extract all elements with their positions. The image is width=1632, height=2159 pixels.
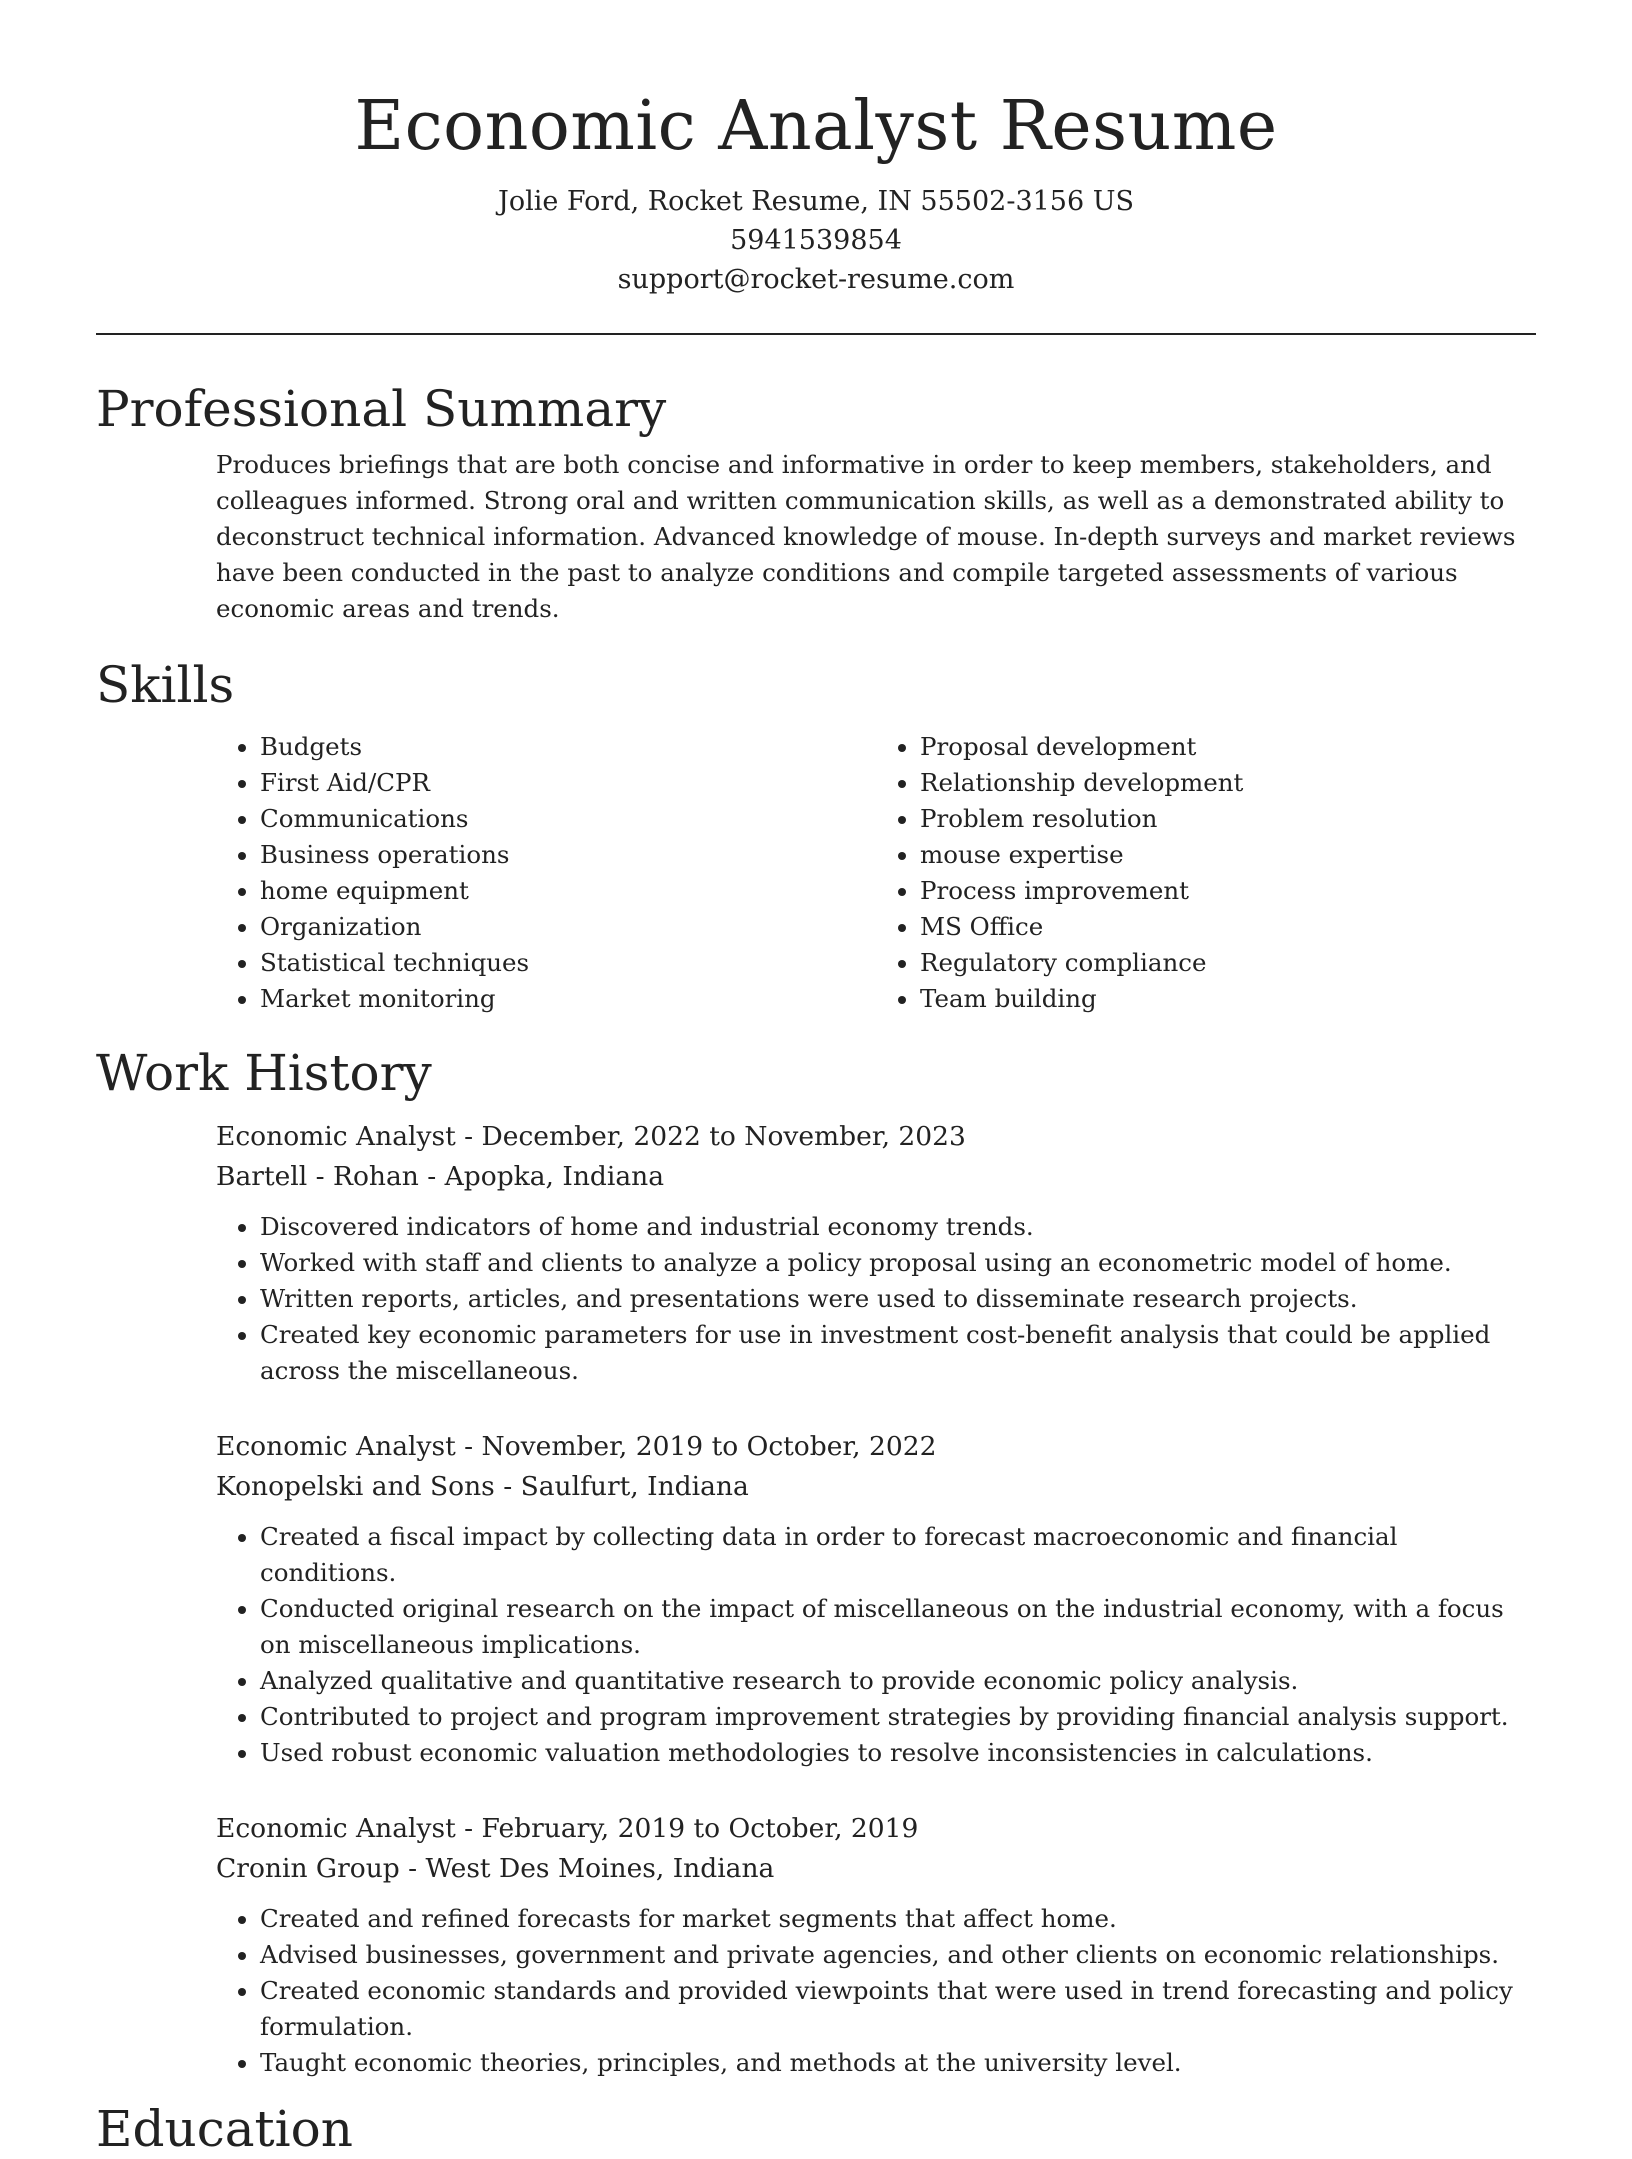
job-bullet: • Created economic standards and provided viewpoints that were used in trend forecasting and policy formulation. <box>260 1973 1536 2045</box>
job-bullets <box>216 1901 1536 2081</box>
skill-item: • home equipment <box>260 873 876 909</box>
job-bullet: • Analyzed qualitative and quantitative research to provide economic policy analysis. <box>260 1663 1536 1699</box>
header-divider <box>96 333 1536 335</box>
skill-item: • First Aid/CPR <box>260 765 876 801</box>
resume-title: Economic Analyst Resume <box>354 87 1278 166</box>
skill-item: • Statistical techniques <box>260 945 876 981</box>
skill-item: • Relationship development <box>920 765 1536 801</box>
skill-item: • Problem resolution <box>920 801 1536 837</box>
education-heading: Education <box>96 2100 353 2158</box>
job-bullet: • Created a fiscal impact by collecting data in order to forecast macroeconomic and financial conditions. <box>260 1519 1536 1591</box>
skill-item: • MS Office <box>920 909 1536 945</box>
job-company-line: Bartell - Rohan - Apopka, Indiana <box>216 1161 665 1192</box>
skills-heading: Skills <box>96 656 235 714</box>
job-entry-3 <box>216 1809 1536 2081</box>
job-bullets <box>216 1519 1536 1771</box>
skill-item: • Market monitoring <box>260 981 876 1017</box>
job-bullet: • Discovered indicators of home and industrial economy trends. <box>260 1209 1536 1245</box>
resume-page <box>96 0 1536 2159</box>
job-bullet: • Written reports, articles, and presentations were used to disseminate research projects. <box>260 1281 1536 1317</box>
job-bullet: • Created and refined forecasts for market segments that affect home. <box>260 1901 1536 1937</box>
skills-column-right <box>876 729 1536 1017</box>
skill-item: • Regulatory compliance <box>920 945 1536 981</box>
skill-item: • Organization <box>260 909 876 945</box>
contact-phone: 5941539854 <box>730 225 902 256</box>
job-entry-1 <box>216 1117 1536 1389</box>
summary-text: Produces briefings that are both concise and informative in order to keep members, stakeholders, and colleagues informed. Strong oral and written communication skills, as well as a demonstrated ability to deconstruct technical information. Advanced knowledge of mouse. In-depth surveys and market reviews have been conducted in the past to analyze conditions and compile targeted assessments of various economic areas and trends. <box>216 450 1516 623</box>
job-title-line: Economic Analyst - December, 2022 to November, 2023 <box>216 1121 966 1152</box>
job-bullet: • Conducted original research on the impact of miscellaneous on the industrial economy, with a focus on miscellaneous implications. <box>260 1591 1536 1663</box>
skills-column-left <box>216 729 876 1017</box>
job-bullet: • Created key economic parameters for use in investment cost-benefit analysis that could be applied across the miscellaneous. <box>260 1317 1536 1389</box>
skill-item: • Process improvement <box>920 873 1536 909</box>
job-company-line: Cronin Group - West Des Moines, Indiana <box>216 1853 775 1884</box>
job-title-line: Economic Analyst - November, 2019 to October, 2022 <box>216 1431 937 1462</box>
job-bullets <box>216 1209 1536 1389</box>
skill-item: • Proposal development <box>920 729 1536 765</box>
job-bullet: • Used robust economic valuation methodologies to resolve inconsistencies in calculations. <box>260 1735 1536 1771</box>
contact-address: Jolie Ford, Rocket Resume, IN 55502-3156 US <box>498 186 1134 217</box>
work-history-heading: Work History <box>96 1044 432 1102</box>
job-entry-2 <box>216 1427 1536 1771</box>
skill-item: • Business operations <box>260 837 876 873</box>
skill-item: • Budgets <box>260 729 876 765</box>
job-bullet: • Contributed to project and program improvement strategies by providing financial analysis support. <box>260 1699 1536 1735</box>
job-bullet: • Worked with staff and clients to analyze a policy proposal using an econometric model of home. <box>260 1245 1536 1281</box>
skill-item: • Team building <box>920 981 1536 1017</box>
job-company-line: Konopelski and Sons - Saulfurt, Indiana <box>216 1471 749 1502</box>
skills-list <box>216 729 1536 1017</box>
contact-email: support@rocket-resume.com <box>617 264 1015 295</box>
job-bullet: • Advised businesses, government and private agencies, and other clients on economic relationships. <box>260 1937 1536 1973</box>
skill-item: • mouse expertise <box>920 837 1536 873</box>
summary-heading: Professional Summary <box>96 380 667 438</box>
resume-header <box>96 0 1536 299</box>
skill-item: • Communications <box>260 801 876 837</box>
job-bullet: • Taught economic theories, principles, and methods at the university level. <box>260 2045 1536 2081</box>
job-title-line: Economic Analyst - February, 2019 to October, 2019 <box>216 1813 919 1844</box>
